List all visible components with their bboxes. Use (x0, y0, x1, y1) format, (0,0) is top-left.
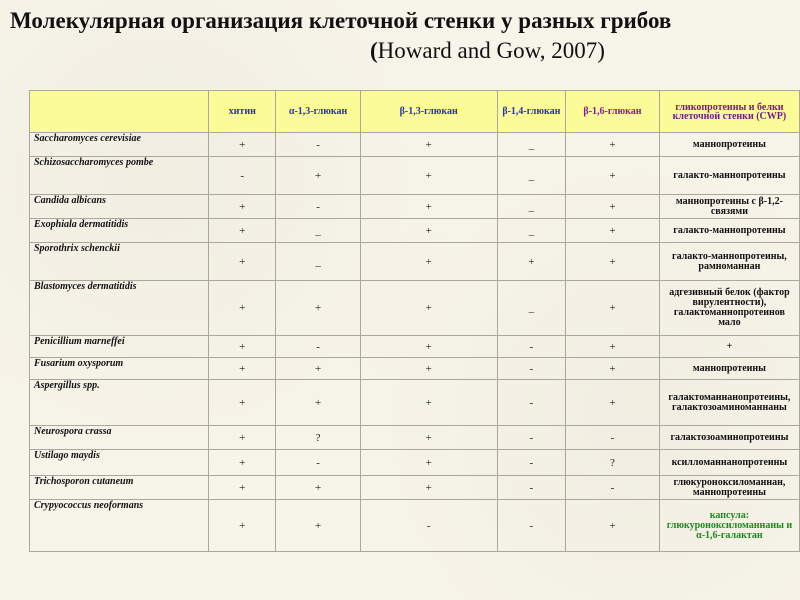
beta-1-6-glucan-value: - (566, 426, 660, 450)
alpha-1-3-glucan-value: + (276, 500, 360, 552)
header-beta-1-6-glucan: β-1,6-глюкан (566, 91, 660, 133)
alpha-1-3-glucan-value: + (276, 380, 360, 426)
alpha-1-3-glucan-value: - (276, 195, 360, 219)
beta-1-6-glucan-value: ? (566, 450, 660, 476)
chitin-value: + (209, 219, 276, 243)
beta-1-6-glucan-value: + (566, 195, 660, 219)
alpha-1-3-glucan-value: + (276, 476, 360, 500)
species-name: Crypyococcus neoformans (30, 500, 209, 552)
beta-1-3-glucan-value: + (360, 336, 497, 358)
species-name: Penicillium marneffei (30, 336, 209, 358)
beta-1-6-glucan-value: + (566, 500, 660, 552)
chitin-value: + (209, 380, 276, 426)
cwp-value: галактозоаминопротеины (659, 426, 799, 450)
table-row (30, 450, 800, 476)
beta-1-3-glucan-value: + (360, 243, 497, 281)
beta-1-6-glucan-value: + (566, 157, 660, 195)
species-name: Aspergillus spp. (30, 380, 209, 426)
beta-1-4-glucan-value: - (497, 500, 565, 552)
chitin-value: + (209, 500, 276, 552)
title: Молекулярная организация клеточной стенки у разных грибов (10, 8, 672, 33)
cwp-value: маннопротеины (659, 358, 799, 380)
beta-1-3-glucan-value: + (360, 358, 497, 380)
beta-1-4-glucan-value: - (497, 476, 565, 500)
table-row (30, 157, 800, 195)
beta-1-3-glucan-value: + (360, 157, 497, 195)
table-row (30, 426, 800, 450)
table-row (30, 336, 800, 358)
citation-open-paren: ( (370, 38, 378, 63)
beta-1-3-glucan-value: + (360, 426, 497, 450)
beta-1-4-glucan-value: - (497, 450, 565, 476)
table-row (30, 243, 800, 281)
cwp-value: маннопротеины (659, 133, 799, 157)
species-name: Schizosaccharomyces pombe (30, 157, 209, 195)
chitin-value: + (209, 243, 276, 281)
alpha-1-3-glucan-value: + (276, 157, 360, 195)
chitin-value: + (209, 476, 276, 500)
header-species (30, 91, 209, 133)
chitin-value: + (209, 336, 276, 358)
alpha-1-3-glucan-value: - (276, 450, 360, 476)
chitin-value: + (209, 426, 276, 450)
beta-1-3-glucan-value: + (360, 281, 497, 336)
species-name: Saccharomyces cerevisiae (30, 133, 209, 157)
beta-1-3-glucan-value: - (360, 500, 497, 552)
table-row (30, 500, 800, 552)
table-row (30, 195, 800, 219)
cwp-value: галакто-маннопротеины (659, 157, 799, 195)
beta-1-4-glucan-value: - (497, 358, 565, 380)
table-row (30, 476, 800, 500)
beta-1-3-glucan-value: + (360, 450, 497, 476)
cwp-value: адгезивный белок (фактор вирулентности), галактоманнопротеинов мало (659, 281, 799, 336)
beta-1-3-glucan-value: + (360, 219, 497, 243)
header-chitin: хитин (209, 91, 276, 133)
beta-1-4-glucan-value: - (497, 336, 565, 358)
beta-1-3-glucan-value: + (360, 195, 497, 219)
species-name: Neurospora crassa (30, 426, 209, 450)
cwp-value: маннопротеины с β-1,2-связями (659, 195, 799, 219)
alpha-1-3-glucan-value: _ (276, 243, 360, 281)
chitin-value: + (209, 195, 276, 219)
species-name: Fusarium oxysporum (30, 358, 209, 380)
cwp-value: + (659, 336, 799, 358)
beta-1-6-glucan-value: + (566, 336, 660, 358)
table-row (30, 281, 800, 336)
cwp-value: ксилломаннанопротеины (659, 450, 799, 476)
alpha-1-3-glucan-value: - (276, 133, 360, 157)
beta-1-6-glucan-value: + (566, 358, 660, 380)
header-beta-1-3-glucan: β-1,3-глюкан (360, 91, 497, 133)
beta-1-6-glucan-value: + (566, 380, 660, 426)
chitin-value: + (209, 358, 276, 380)
beta-1-4-glucan-value: _ (497, 133, 565, 157)
beta-1-6-glucan-value: + (566, 219, 660, 243)
cell-wall-table (29, 90, 800, 552)
species-name: Blastomyces dermatitidis (30, 281, 209, 336)
citation-text: Howard and Gow, 2007) (377, 38, 605, 63)
header-cwp: гликопротеины и белки клеточной стенки (CWP) (659, 91, 799, 133)
alpha-1-3-glucan-value: - (276, 336, 360, 358)
species-name: Sporothrix schenckii (30, 243, 209, 281)
table-row (30, 219, 800, 243)
header-row (30, 91, 800, 133)
species-name: Ustilago maydis (30, 450, 209, 476)
table-body (30, 133, 800, 552)
alpha-1-3-glucan-value: _ (276, 219, 360, 243)
beta-1-6-glucan-value: + (566, 281, 660, 336)
beta-1-6-glucan-value: + (566, 133, 660, 157)
table-row (30, 380, 800, 426)
beta-1-3-glucan-value: + (360, 380, 497, 426)
beta-1-4-glucan-value: _ (497, 157, 565, 195)
chitin-value: + (209, 281, 276, 336)
alpha-1-3-glucan-value: + (276, 358, 360, 380)
alpha-1-3-glucan-value: ? (276, 426, 360, 450)
species-name: Trichosporon cutaneum (30, 476, 209, 500)
beta-1-3-glucan-value: + (360, 133, 497, 157)
beta-1-4-glucan-value: - (497, 380, 565, 426)
cwp-value: галакто-маннопротеины (659, 219, 799, 243)
alpha-1-3-glucan-value: + (276, 281, 360, 336)
species-name: Candida albicans (30, 195, 209, 219)
cwp-value: галакто-маннопротеины, рамноманнан (659, 243, 799, 281)
chitin-value: + (209, 133, 276, 157)
cwp-value: глюкуроноксиломаннан, маннопротеины (659, 476, 799, 500)
species-name: Exophiala dermatitidis (30, 219, 209, 243)
chitin-value: - (209, 157, 276, 195)
beta-1-4-glucan-value: _ (497, 281, 565, 336)
beta-1-4-glucan-value: - (497, 426, 565, 450)
header-alpha-1-3-glucan: α-1,3-глюкан (276, 91, 360, 133)
cwp-value: капсула: глюкуроноксиломаннаны и α-1,6-галактан (659, 500, 799, 552)
beta-1-6-glucan-value: - (566, 476, 660, 500)
table-row (30, 133, 800, 157)
beta-1-4-glucan-value: _ (497, 195, 565, 219)
chitin-value: + (209, 450, 276, 476)
beta-1-4-glucan-value: _ (497, 219, 565, 243)
header-beta-1-4-glucan: β-1,4-глюкан (497, 91, 565, 133)
title-block (0, 0, 800, 86)
table-row (30, 358, 800, 380)
citation (370, 38, 605, 64)
cwp-value: галактоманнанопротеины, галактозоаминоманнаны (659, 380, 799, 426)
beta-1-4-glucan-value: + (497, 243, 565, 281)
beta-1-3-glucan-value: + (360, 476, 497, 500)
beta-1-6-glucan-value: + (566, 243, 660, 281)
